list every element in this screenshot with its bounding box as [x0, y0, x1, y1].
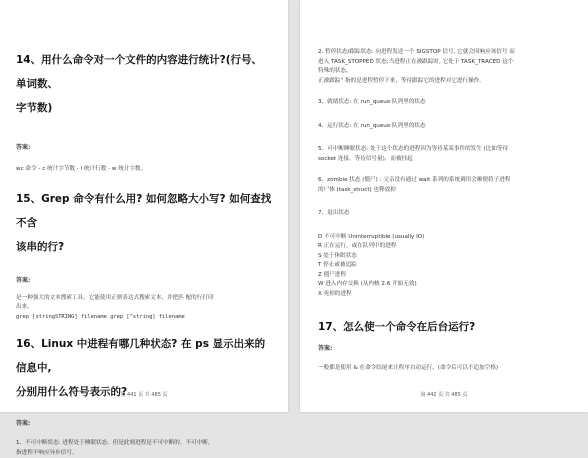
text-line: 特殊的状态。	[318, 68, 352, 74]
title-line: 字节数)	[16, 102, 53, 114]
page-footer: 第 442 页 共 485 页	[420, 392, 468, 398]
text-line: 是一种强大的文本搜索工具，它能使用正则表达式搜索文本，并把匹 配的行打印	[16, 294, 214, 301]
question-17-title: 17、怎么使一个命令在后台运行?	[318, 321, 476, 333]
state-6-text	[318, 176, 574, 195]
text-line: socket 连接、等待信号量)，而被挂起	[318, 155, 413, 162]
question-14-title	[16, 48, 272, 120]
title-line: 分别用什么符号表示的?	[16, 386, 128, 398]
document-page-right	[300, 0, 588, 412]
answer-label: 答案:	[16, 276, 31, 284]
list-item: W 进入内存交换 (从内核 2.6 开始无效)	[318, 281, 417, 287]
list-item: X 死掉的进程	[318, 290, 352, 297]
answer-label: 答案:	[16, 420, 31, 427]
text-line: 进入 TASK_STOPPED 状态;当进程正在被跟踪时, 它处于 TASK_TRACED 这个	[318, 58, 514, 65]
text-line: 出来。	[16, 304, 33, 310]
answer-text	[16, 439, 272, 458]
text-line: 5、可中断睡眠状态: 处于这个状态的进程因为等待某某事件的发生 (比如等待	[318, 146, 509, 152]
code-line: grep [stringSTRING] filename grep [^string] filename	[16, 313, 185, 320]
state-7-text: 7、退出状态	[318, 210, 350, 216]
answer-text: 一般都是使用 & 在命令结尾来让程序自动运行。(命令后可以不追加空格)	[318, 365, 499, 371]
text-line: 指进程不响应异步信号。	[16, 449, 78, 456]
list-item: Z 僵尸进程	[318, 271, 346, 278]
text-line: 6、zombie 状态 (僵尸) : 父亲没有通过 wait 系列的系统调用会顺便将子进程	[318, 177, 511, 183]
state-3-text: 3、就绪状态: 在 run_queue 队列里的状态	[318, 99, 426, 105]
question-15-title	[16, 187, 272, 259]
title-line: 14、用什么命令对一个文件的内容进行统计?(行号、单词数、	[16, 54, 263, 90]
title-line: 该串的行?	[16, 240, 65, 253]
answer-text	[16, 294, 272, 323]
list-item: D 不可中断 Uninterruptible (usually IO)	[318, 233, 425, 240]
document-page-left	[0, 0, 288, 456]
list-item: R 正在运行，或在队列中的进程	[318, 243, 397, 249]
list-item: T 停止或被追踪	[318, 262, 357, 268]
state-2-text	[318, 48, 574, 86]
list-item: S 处于休眠状态	[318, 252, 357, 259]
state-symbol-list	[318, 233, 574, 300]
title-line: 15、Grep 命令有什么用? 如何忽略大小写? 如何查找不含	[16, 192, 272, 229]
answer-text: wc 命令 - c 统计字节数 - l 统计行数 - w 统计字数。	[16, 166, 147, 172]
text-line: 正被跟踪” 指的是进程暂停下来，等待跟踪它的进程对它进行操作。	[318, 77, 485, 84]
text-line: 的尸体 (task_struct) 也释放掉	[318, 186, 396, 193]
text-line: 1、不可中断状态: 进程处于睡眠状态，但是此刻进程是不可中断的。不可中断,	[16, 440, 210, 446]
page-footer: 第 441 页 共 485 页	[120, 392, 168, 398]
title-line: 16、Linux 中进程有哪几种状态? 在 ps 显示出来的信息中,	[16, 338, 266, 374]
state-5-text	[318, 145, 574, 164]
answer-label: 答案:	[318, 345, 333, 352]
text-line: 2. 暂停状态/跟踪状态: 向进程发送一个 SIGSTOP 信号, 它就会因响应该信号 而	[318, 49, 515, 55]
state-4-text: 4、运行状态: 在 run_queue 队列里的状态	[318, 122, 426, 129]
answer-label: 答案:	[16, 144, 31, 151]
